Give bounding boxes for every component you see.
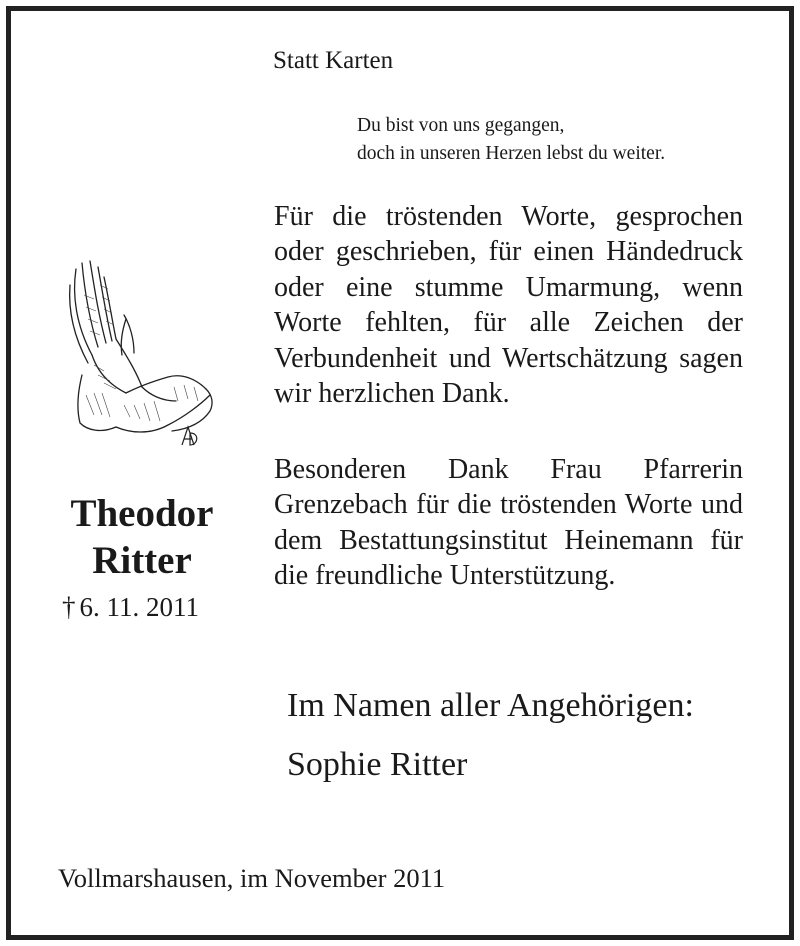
motto-line-1: Du bist von uns gegangen, bbox=[357, 115, 565, 136]
deceased-last-name: Ritter bbox=[92, 539, 192, 582]
deceased-first-name: Theodor bbox=[70, 492, 214, 535]
monogram-label: AD bbox=[204, 454, 206, 455]
motto-verse bbox=[357, 112, 665, 168]
death-date-line bbox=[62, 589, 199, 625]
motto-line-2: doch in unseren Herzen lebst du weiter. bbox=[357, 143, 666, 164]
praying-hands-icon bbox=[64, 255, 222, 455]
signature-intro: Im Namen aller Angehörigen: bbox=[287, 687, 694, 724]
thanks-paragraph: Für die tröstenden Worte, gesprochen oder geschrieben, für einen Händedruck oder eine stumme Umarmung, wenn Worte fehlten, für alle Zeichen der Verbundenheit und Wertschätzung sagen wir herzlichen Dank. bbox=[274, 201, 743, 410]
cross-icon: † bbox=[62, 592, 76, 622]
death-date: 6. 11. 2011 bbox=[79, 592, 199, 622]
signature-name: Sophie Ritter bbox=[287, 746, 468, 783]
deceased-name bbox=[42, 490, 242, 584]
monogram-icon bbox=[182, 427, 197, 445]
place-and-date: Vollmarshausen, im November 2011 bbox=[58, 863, 446, 893]
statt-karten-heading: Statt Karten bbox=[273, 47, 394, 74]
special-thanks-paragraph: Besonderen Dank Frau Pfarrerin Grenzebach für die tröstenden Worte und dem Bestattungsinstitut Heinemann für die freundliche Unterstützung. bbox=[274, 454, 743, 592]
